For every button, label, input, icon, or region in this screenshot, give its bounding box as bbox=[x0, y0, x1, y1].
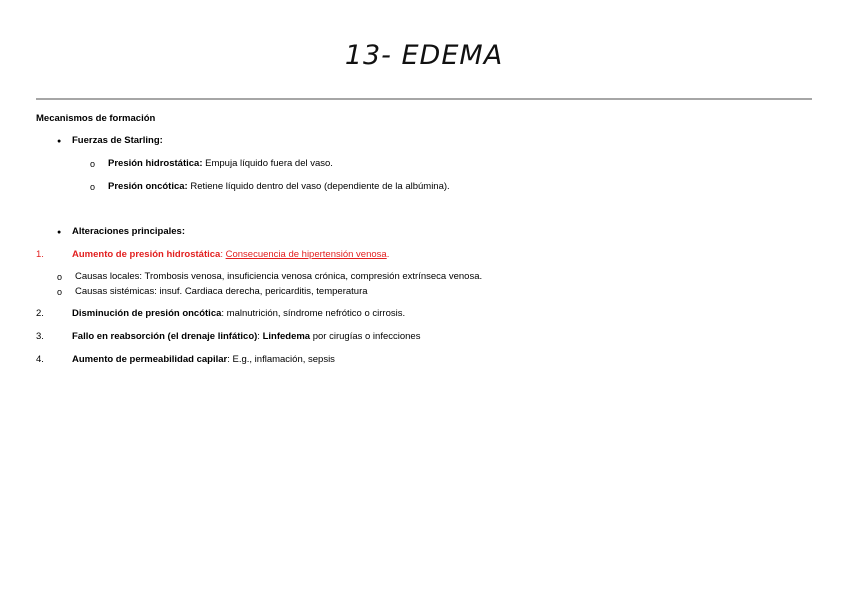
item-title: Aumento de permeabilidad capilar bbox=[72, 354, 228, 365]
list-item-presion-oncotica bbox=[108, 181, 450, 193]
item-text: : bbox=[257, 331, 263, 342]
list-item-presion-hidrostatica bbox=[108, 158, 333, 170]
disc-bullet: ● bbox=[57, 138, 62, 145]
circle-bullet: o bbox=[57, 272, 63, 282]
disc-bullet: ● bbox=[57, 229, 62, 236]
list-item-4 bbox=[72, 354, 335, 366]
list-number: 3. bbox=[36, 331, 44, 342]
circle-bullet: o bbox=[90, 182, 96, 192]
item-colon: : bbox=[220, 249, 226, 260]
item-title: Disminución de presión oncótica bbox=[72, 308, 222, 319]
section-heading: Mecanismos de formación bbox=[36, 113, 156, 124]
title-divider bbox=[36, 98, 812, 100]
circle-bullet: o bbox=[90, 159, 96, 169]
item-text: : E.g., inflamación, sepsis bbox=[227, 354, 335, 365]
item-title: Fallo en reabsorción (el drenaje linfático) bbox=[72, 331, 258, 342]
term-label: Presión hidrostática: bbox=[108, 158, 203, 169]
item-term: Linfedema bbox=[262, 331, 311, 342]
cause-local: Causas locales: Trombosis venosa, insuficiencia venosa crónica, compresión extrínseca venosa. bbox=[75, 271, 483, 282]
term-description: Empuja líquido fuera del vaso. bbox=[202, 158, 333, 169]
starling-label: Fuerzas de Starling: bbox=[72, 135, 163, 146]
circle-bullet: o bbox=[57, 287, 63, 297]
alteraciones-label: Alteraciones principales: bbox=[72, 226, 185, 237]
term-description: Retiene líquido dentro del vaso (dependiente de la albúmina). bbox=[187, 181, 450, 192]
item-text: : malnutrición, síndrome nefrótico o cirrosis. bbox=[221, 308, 406, 319]
list-number: 1. bbox=[36, 249, 44, 260]
page-title: 13- EDEMA bbox=[344, 40, 504, 71]
list-number: 4. bbox=[36, 354, 44, 365]
item-underlined-text: Consecuencia de hipertensión venosa bbox=[225, 249, 387, 260]
list-item-2 bbox=[72, 308, 405, 320]
item-text-2: por cirugías o infecciones bbox=[310, 331, 421, 342]
list-number: 2. bbox=[36, 308, 44, 319]
cause-systemic: Causas sistémicas: insuf. Cardiaca derecha, pericarditis, temperatura bbox=[75, 286, 368, 297]
item-title: Aumento de presión hidrostática bbox=[72, 249, 221, 260]
term-label: Presión oncótica: bbox=[108, 181, 188, 192]
item-end: . bbox=[386, 249, 390, 260]
list-item-3 bbox=[72, 331, 420, 343]
list-item-1 bbox=[72, 249, 389, 261]
